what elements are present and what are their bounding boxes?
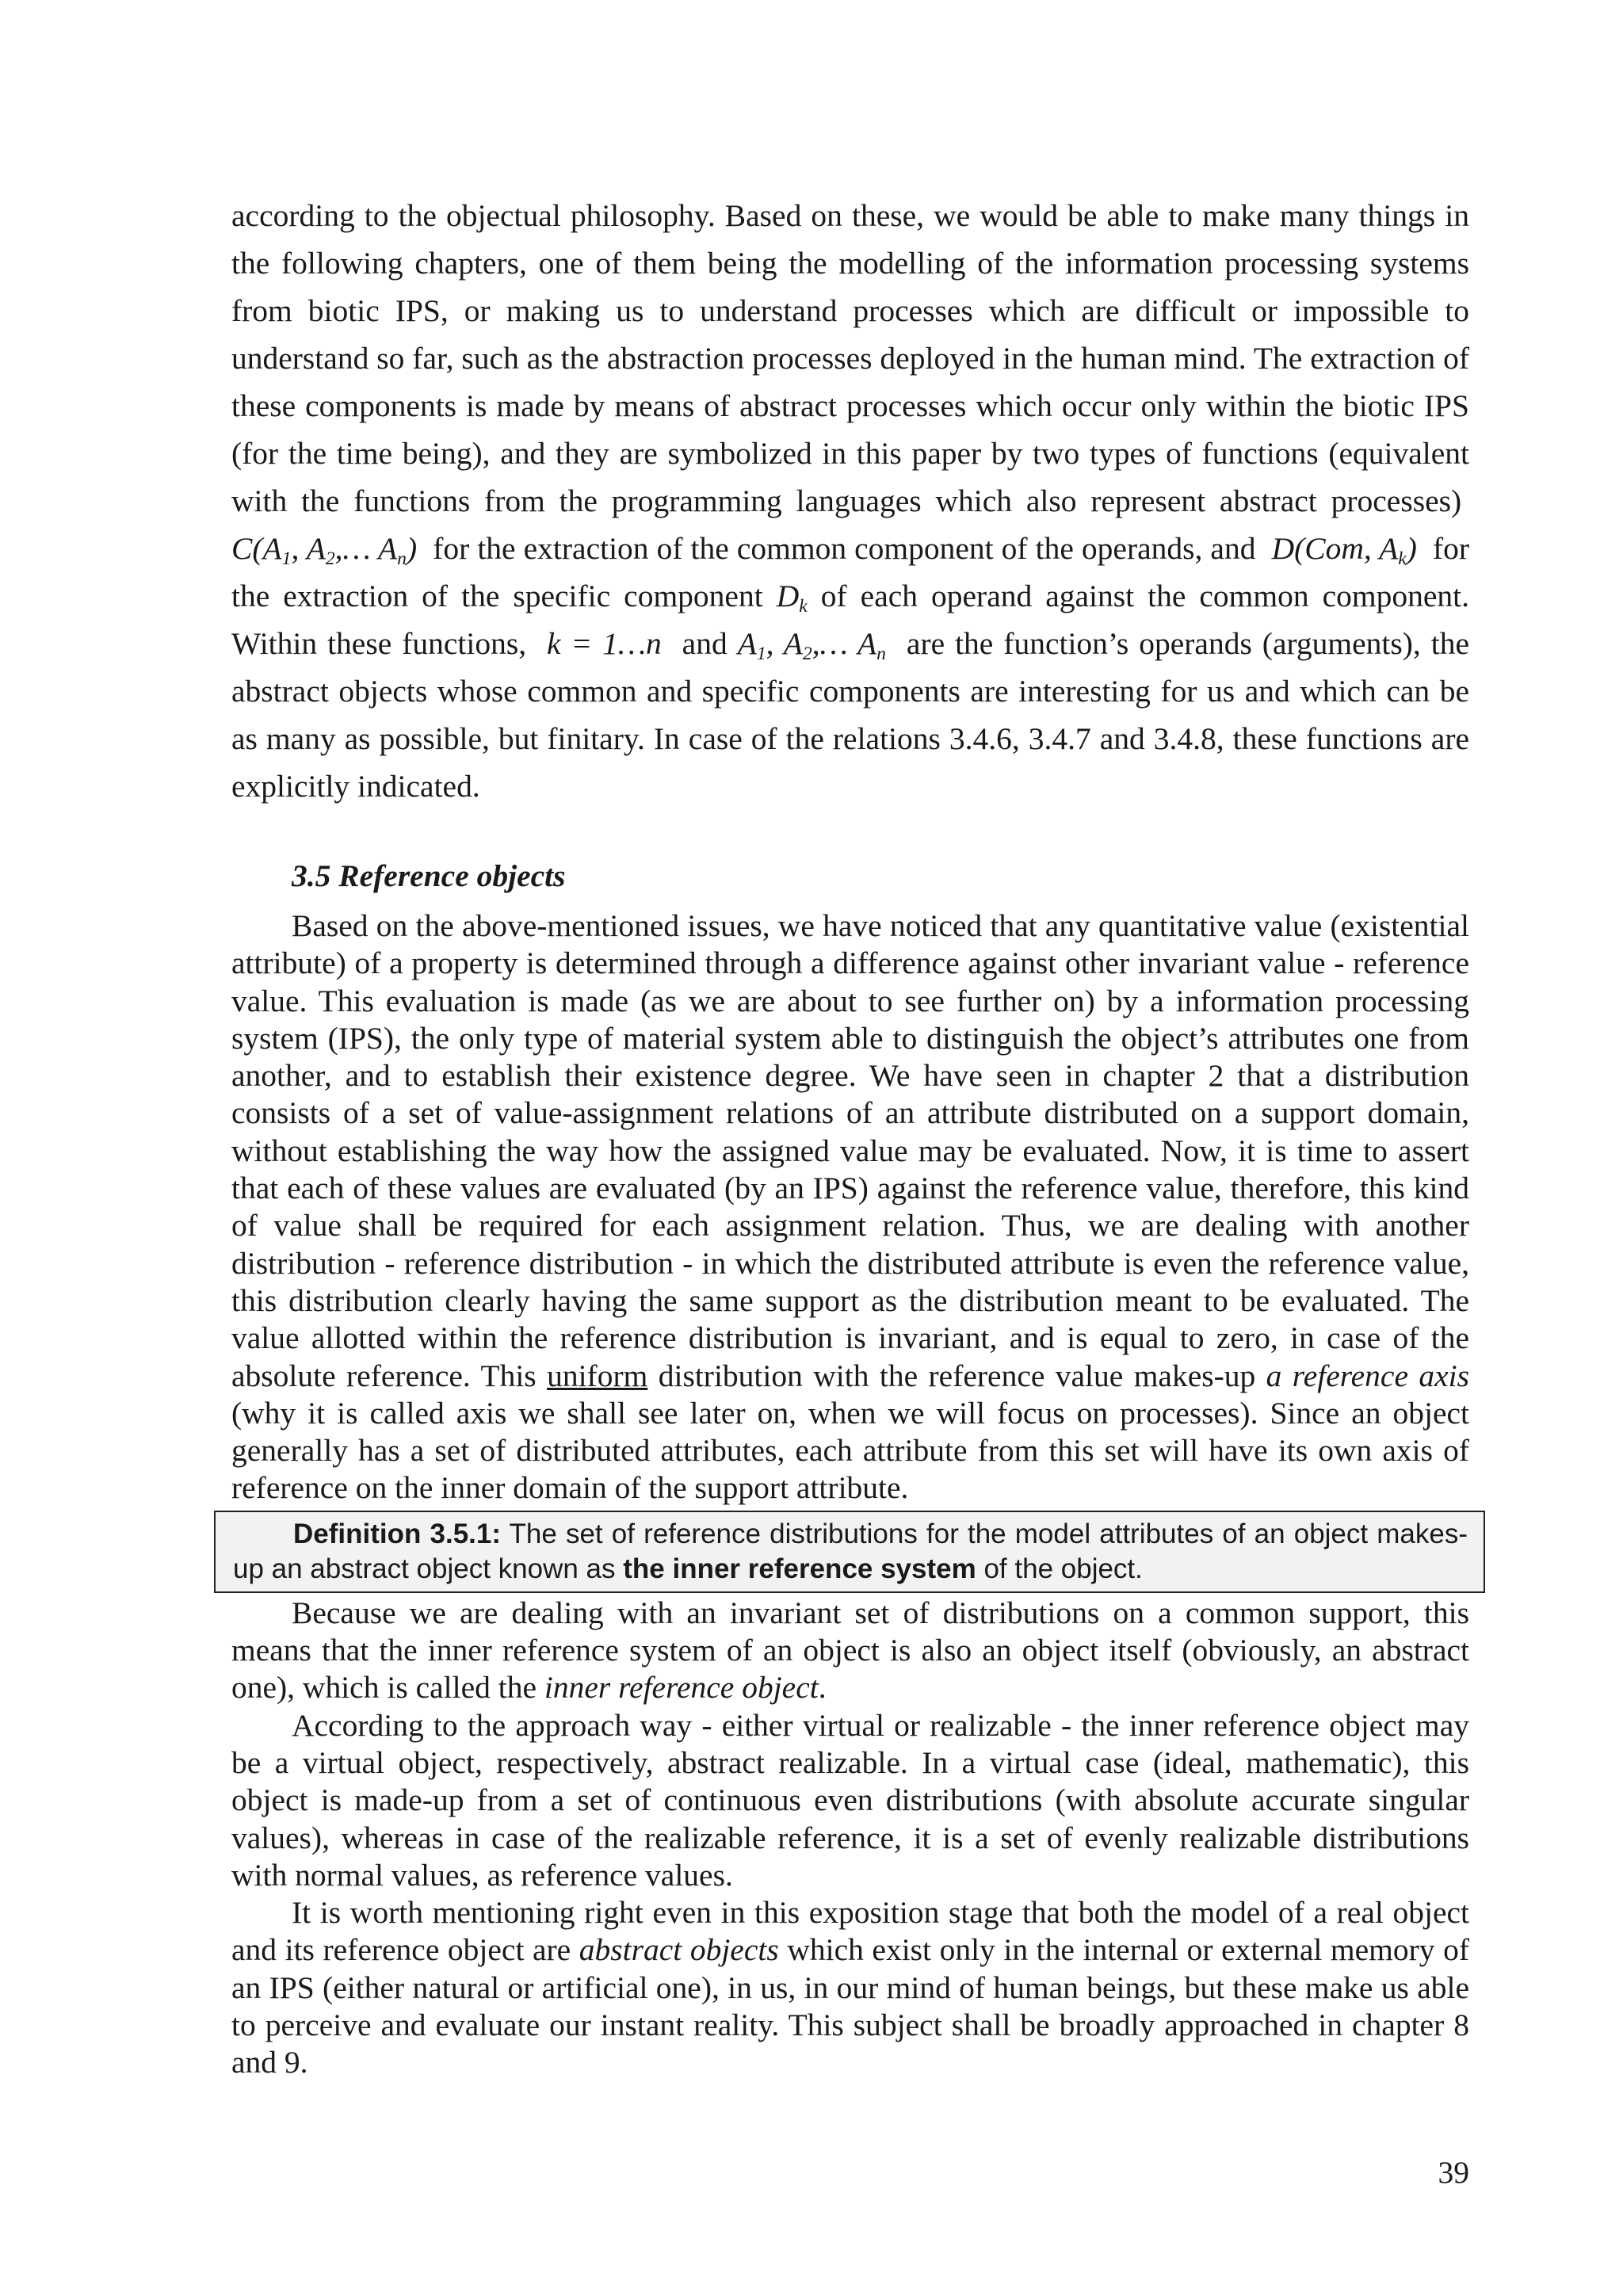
definition-term: the inner reference system (623, 1553, 976, 1584)
italic-term: inner reference object (544, 1670, 819, 1706)
paragraph-reference-value (231, 907, 1469, 1507)
page-number: 39 (1438, 2155, 1469, 2190)
text-run: Based on the above-mentioned issues, we have noticed that any quantitative value (existential attribute) of a property is determined through a difference against other invariant value - reference value. This evaluation is made (as we are about to see further on) by a information processing system (IPS), the only type of material system able to distinguish the object’s attributes one from another, and to establish their existence degree. We have seen in chapter 2 that a distribution consists of a set of value-assignment relations of an attribute distributed on a support domain, without establishing the way how the assigned value may be evaluated. Now, it is time to assert that each of these values are evaluated (by an IPS) against the reference value, therefore, this kind of value shall be required for each assignment relation. Thus, we are dealing with another distribution - reference distribution - in which the distributed attribute is even the reference value, this distribution clearly having the same support as the distribution meant to be evaluated. The value allotted within the reference distribution is invariant, and is equal to zero, in case of the absolute reference. This (231, 908, 1469, 1393)
paragraph-intro (231, 192, 1469, 810)
text-run: are the function’s operands (arguments), the abstract objects whose common and specific components are interesting for us and which can be as many as possible, but finitary. In case of the relations 3.4.6, 3.4.7 and 3.4.8, these functions are explicitly indicated. (231, 626, 1470, 804)
text-run: of each operand against the common component. Within these functions, (231, 579, 1470, 661)
text-run: . (818, 1670, 827, 1706)
math-k-range: k = 1…n (547, 626, 662, 661)
text-run: It is worth mentioning right even in this exposition stage that both the model of a real object and its reference object are (231, 1895, 1469, 1968)
text-run: which exist only in the internal or external memory of an IPS (either natural or artificial one), in us, in our mind of human beings, but these make us able to perceive and evaluate our instant reality. This subject shall be broadly approached in chapter 8 and 9. (231, 1932, 1470, 2080)
definition-box (214, 1511, 1485, 1593)
text-run: distribution with the reference value makes-up (658, 1358, 1256, 1393)
paragraph-inner-reference-object (231, 1595, 1469, 1707)
math-arguments: $A_1$, $A_2,\dots$ $A_n$ (737, 626, 886, 665)
math-dk: $D_k$ (776, 579, 808, 617)
text-run: of the object. (983, 1553, 1143, 1584)
italic-term: abstract objects (579, 1932, 779, 1968)
paragraph-approach: According to the approach way - either virtual or realizable - the inner reference object may be a virtual object, respectively, abstract realizable. In a virtual case (ideal, mathematic), this object is made-up from a set of continuous even distributions (with absolute accurate singular values), whereas in case of the realizable reference, it is a set of evenly realizable distributions with normal values, as reference values. (231, 1707, 1469, 1893)
math-common-function: $C(A_1$, $A_2,\dots$ $A_n$) (231, 531, 418, 570)
text-run: Because we are dealing with an invariant set of distributions on a common support, this means that the inner reference system of an object is also an object itself (obviously, an abstract one), which is called the (231, 1595, 1469, 1706)
definition-label: Definition 3.5.1: (293, 1518, 501, 1549)
text-run: and (682, 626, 727, 661)
text-run: for the extraction of the specific component (231, 531, 1470, 613)
text-run: for the extraction of the common component of the operands, and (433, 531, 1256, 566)
page-body (231, 192, 1469, 2082)
section-heading: 3.5 Reference objects (292, 858, 566, 893)
paragraph-abstract-objects (231, 1894, 1469, 2081)
text-run: The set of reference distributions for the model attributes of an object makes-up an abstract object known as (233, 1518, 1468, 1584)
italic-term: a reference axis (1266, 1358, 1470, 1393)
underlined-term: uniform (547, 1358, 648, 1393)
definition-text (233, 1517, 1468, 1587)
text-run: according to the objectual philosophy. Based on these, we would be able to make many things in the following chapters, one of them being the modelling of the information processing systems from biotic IPS, or making us to understand processes which are difficult or impossible to understand so far, such as the abstraction processes deployed in the human mind. The extraction of these components is made by means of abstract processes which occur only within the biotic IPS (for the time being), and they are symbolized in this paper by two types of functions (equivalent with the functions from the programming languages which also represent abstract processes) (231, 198, 1469, 518)
text-run: (why it is called axis we shall see later on, when we will focus on processes). Since an object generally has a set of distributed attributes, each attribute from this set will have its own axis of reference on the inner domain of the support attribute. (231, 1395, 1469, 1506)
math-specific-function: D(Com, $A_k$) (1271, 531, 1417, 570)
